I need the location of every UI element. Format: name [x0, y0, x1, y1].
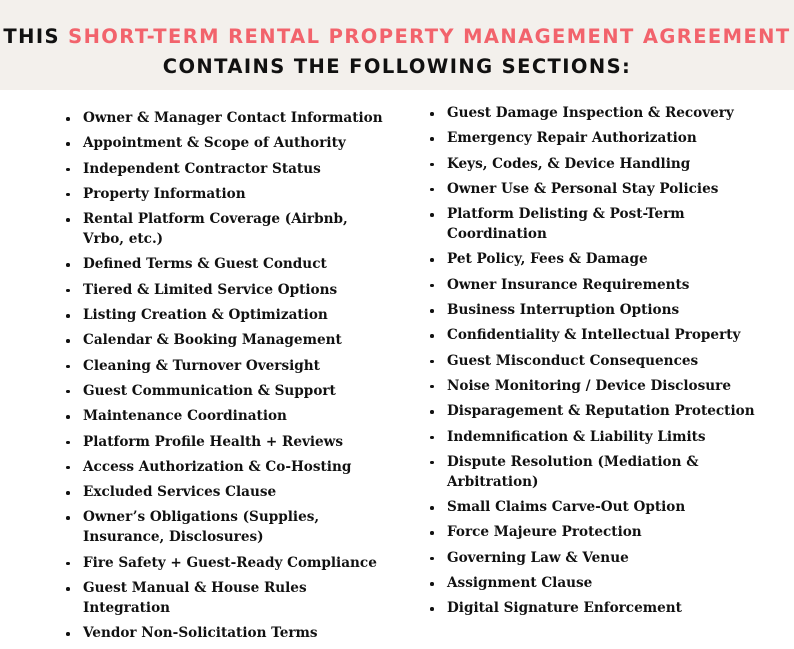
- section-list-item: Calendar & Booking Management: [64, 330, 384, 350]
- section-list-item: Digital Signature Enforcement: [428, 598, 758, 618]
- header-prefix: THIS: [3, 25, 60, 48]
- section-list-item: Owner Use & Personal Stay Policies: [428, 179, 758, 199]
- section-list-item: Access Authorization & Co-Hosting: [64, 457, 384, 477]
- section-list-item: Tiered & Limited Service Options: [64, 280, 384, 300]
- section-list-item: Emergency Repair Authorization: [428, 128, 758, 148]
- section-list-item: Guest Communication & Support: [64, 381, 384, 401]
- section-list-item: Owner & Manager Contact Information: [64, 108, 384, 128]
- section-list-item: Small Claims Carve-Out Option: [428, 497, 758, 517]
- section-list-item: Force Majeure Protection: [428, 522, 758, 542]
- section-list-item: Governing Law & Venue: [428, 548, 758, 568]
- section-list-item: Guest Damage Inspection & Recovery: [428, 103, 758, 123]
- header-title-line-2: CONTAINS THE FOLLOWING SECTIONS:: [162, 55, 632, 78]
- section-list-item: Defined Terms & Guest Conduct: [64, 254, 384, 274]
- section-list-item: Fire Safety + Guest-Ready Compliance: [64, 553, 384, 573]
- section-list-item: Appointment & Scope of Authority: [64, 133, 384, 153]
- sections-column-right: [428, 103, 758, 624]
- section-list-item: Keys, Codes, & Device Handling: [428, 154, 758, 174]
- sections-column-left: [64, 108, 384, 649]
- section-list-item: Vendor Non-Solicitation Terms: [64, 623, 384, 643]
- section-list-item: Noise Monitoring / Device Disclosure: [428, 376, 758, 396]
- section-list-item: Assignment Clause: [428, 573, 758, 593]
- header-highlight: SHORT-TERM RENTAL PROPERTY MANAGEMENT AGREEMENT: [68, 25, 791, 48]
- section-list-item: Indemnification & Liability Limits: [428, 427, 758, 447]
- section-list-item: Listing Creation & Optimization: [64, 305, 384, 325]
- section-list-item: Property Information: [64, 184, 384, 204]
- sections-list: [0, 90, 794, 642]
- section-list-item: Platform Delisting & Post-Term Coordination: [428, 204, 758, 244]
- section-list-item: Confidentiality & Intellectual Property: [428, 325, 758, 345]
- header-title-line-1: [0, 22, 794, 52]
- section-list-item: Guest Misconduct Consequences: [428, 351, 758, 371]
- section-list-item: Pet Policy, Fees & Damage: [428, 249, 758, 269]
- section-list-item: Excluded Services Clause: [64, 482, 384, 502]
- section-list-item: Owner’s Obligations (Supplies, Insurance, Disclosures): [64, 507, 384, 547]
- section-list-item: Platform Profile Health + Reviews: [64, 432, 384, 452]
- header-banner: [0, 0, 794, 90]
- section-list-item: Guest Manual & House Rules Integration: [64, 578, 384, 618]
- section-list-item: Cleaning & Turnover Oversight: [64, 356, 384, 376]
- section-list-item: Disparagement & Reputation Protection: [428, 401, 758, 421]
- section-list-item: Maintenance Coordination: [64, 406, 384, 426]
- section-list-item: Independent Contractor Status: [64, 159, 384, 179]
- section-list-item: Owner Insurance Requirements: [428, 275, 758, 295]
- section-list-item: Rental Platform Coverage (Airbnb, Vrbo, etc.): [64, 209, 384, 249]
- section-list-item: Business Interruption Options: [428, 300, 758, 320]
- section-list-item: Dispute Resolution (Mediation & Arbitration): [428, 452, 758, 492]
